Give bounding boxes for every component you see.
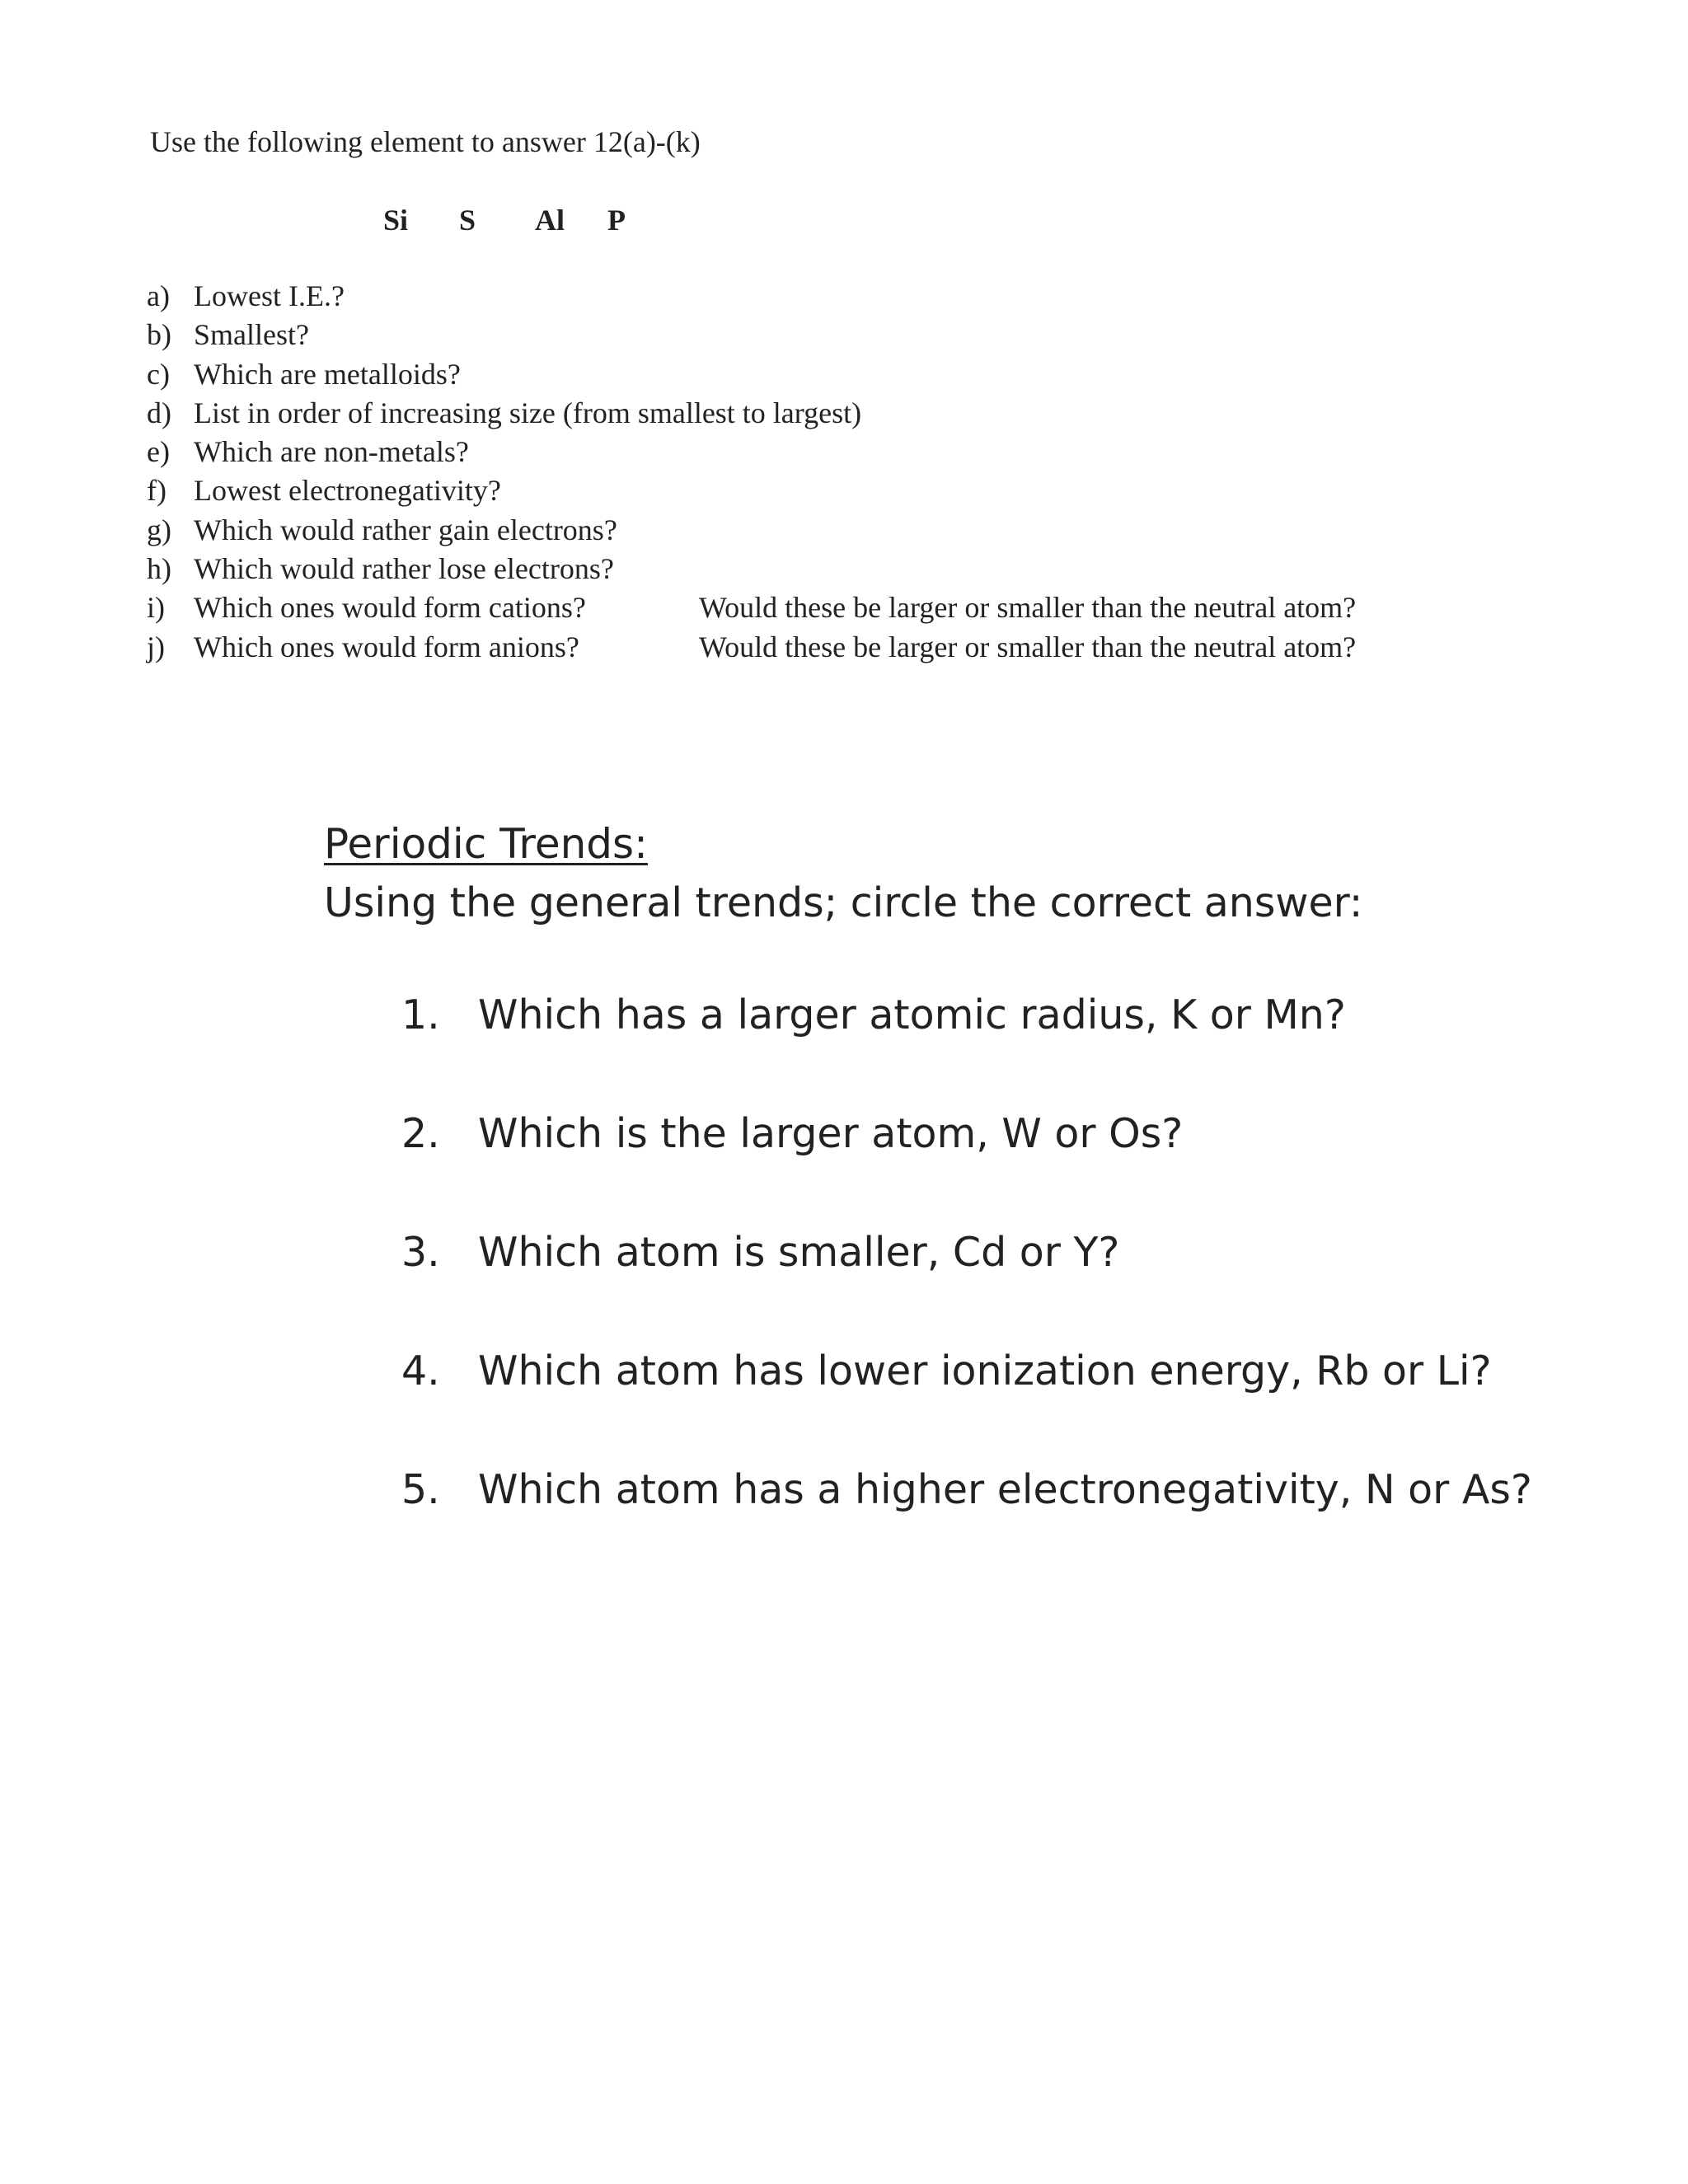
element-symbol: S	[459, 204, 476, 237]
question-text: List in order of increasing size (from smallest to largest)	[194, 396, 862, 429]
question-text: Which would rather lose electrons?	[194, 552, 614, 586]
element-symbols	[0, 200, 1688, 240]
question-text: Lowest I.E.?	[194, 279, 345, 312]
question-text: Which are metalloids?	[194, 357, 461, 391]
trend-question-number: 1.	[401, 991, 440, 1038]
trend-question-number: 3.	[401, 1229, 440, 1276]
question-letter: b)	[147, 318, 171, 352]
trend-question-number: 4.	[401, 1347, 440, 1394]
question-letter: d)	[147, 396, 171, 429]
trend-question-text: Which atom is smaller, Cd or Y?	[478, 1229, 1120, 1276]
question-letter: a)	[147, 279, 170, 312]
question-letter: j)	[147, 630, 165, 663]
element-symbol: P	[607, 204, 626, 237]
trend-question-number: 2.	[401, 1110, 440, 1157]
element-symbol: Si	[383, 204, 409, 237]
trend-question-text: Which has a larger atomic radius, K or Mn?	[478, 991, 1346, 1038]
periodic-trends-instructions: Using the general trends; circle the correct answer:	[324, 879, 1363, 926]
question-letter: f)	[147, 474, 166, 508]
question-letter: i)	[147, 591, 165, 625]
periodic-trends-heading: Periodic Trends:	[324, 820, 648, 868]
instructions-text: Use the following element to answer 12(a)-(k)	[150, 125, 701, 158]
question-text: Smallest?	[194, 318, 309, 352]
question-text: Which ones would form cations?	[194, 591, 586, 625]
question-text: Which are non-metals?	[194, 435, 469, 469]
trend-question-text: Which atom has a higher electronegativity, N or As?	[478, 1466, 1532, 1513]
element-symbol: Al	[535, 204, 565, 237]
question-text: Lowest electronegativity?	[194, 474, 501, 508]
trend-question-text: Which atom has lower ionization energy, Rb or Li?	[478, 1347, 1492, 1394]
question-followup: Would these be larger or smaller than the neutral atom?	[699, 591, 1357, 625]
question-text: Which would rather gain electrons?	[194, 513, 617, 546]
question-text: Which ones would form anions?	[194, 630, 579, 663]
question-letter: c)	[147, 357, 170, 391]
trend-question-text: Which is the larger atom, W or Os?	[478, 1110, 1184, 1157]
question-letter: e)	[147, 435, 170, 469]
question-followup: Would these be larger or smaller than the neutral atom?	[699, 630, 1357, 663]
question-letter: g)	[147, 513, 171, 546]
trend-question-number: 5.	[401, 1466, 440, 1513]
question-letter: h)	[147, 552, 171, 586]
